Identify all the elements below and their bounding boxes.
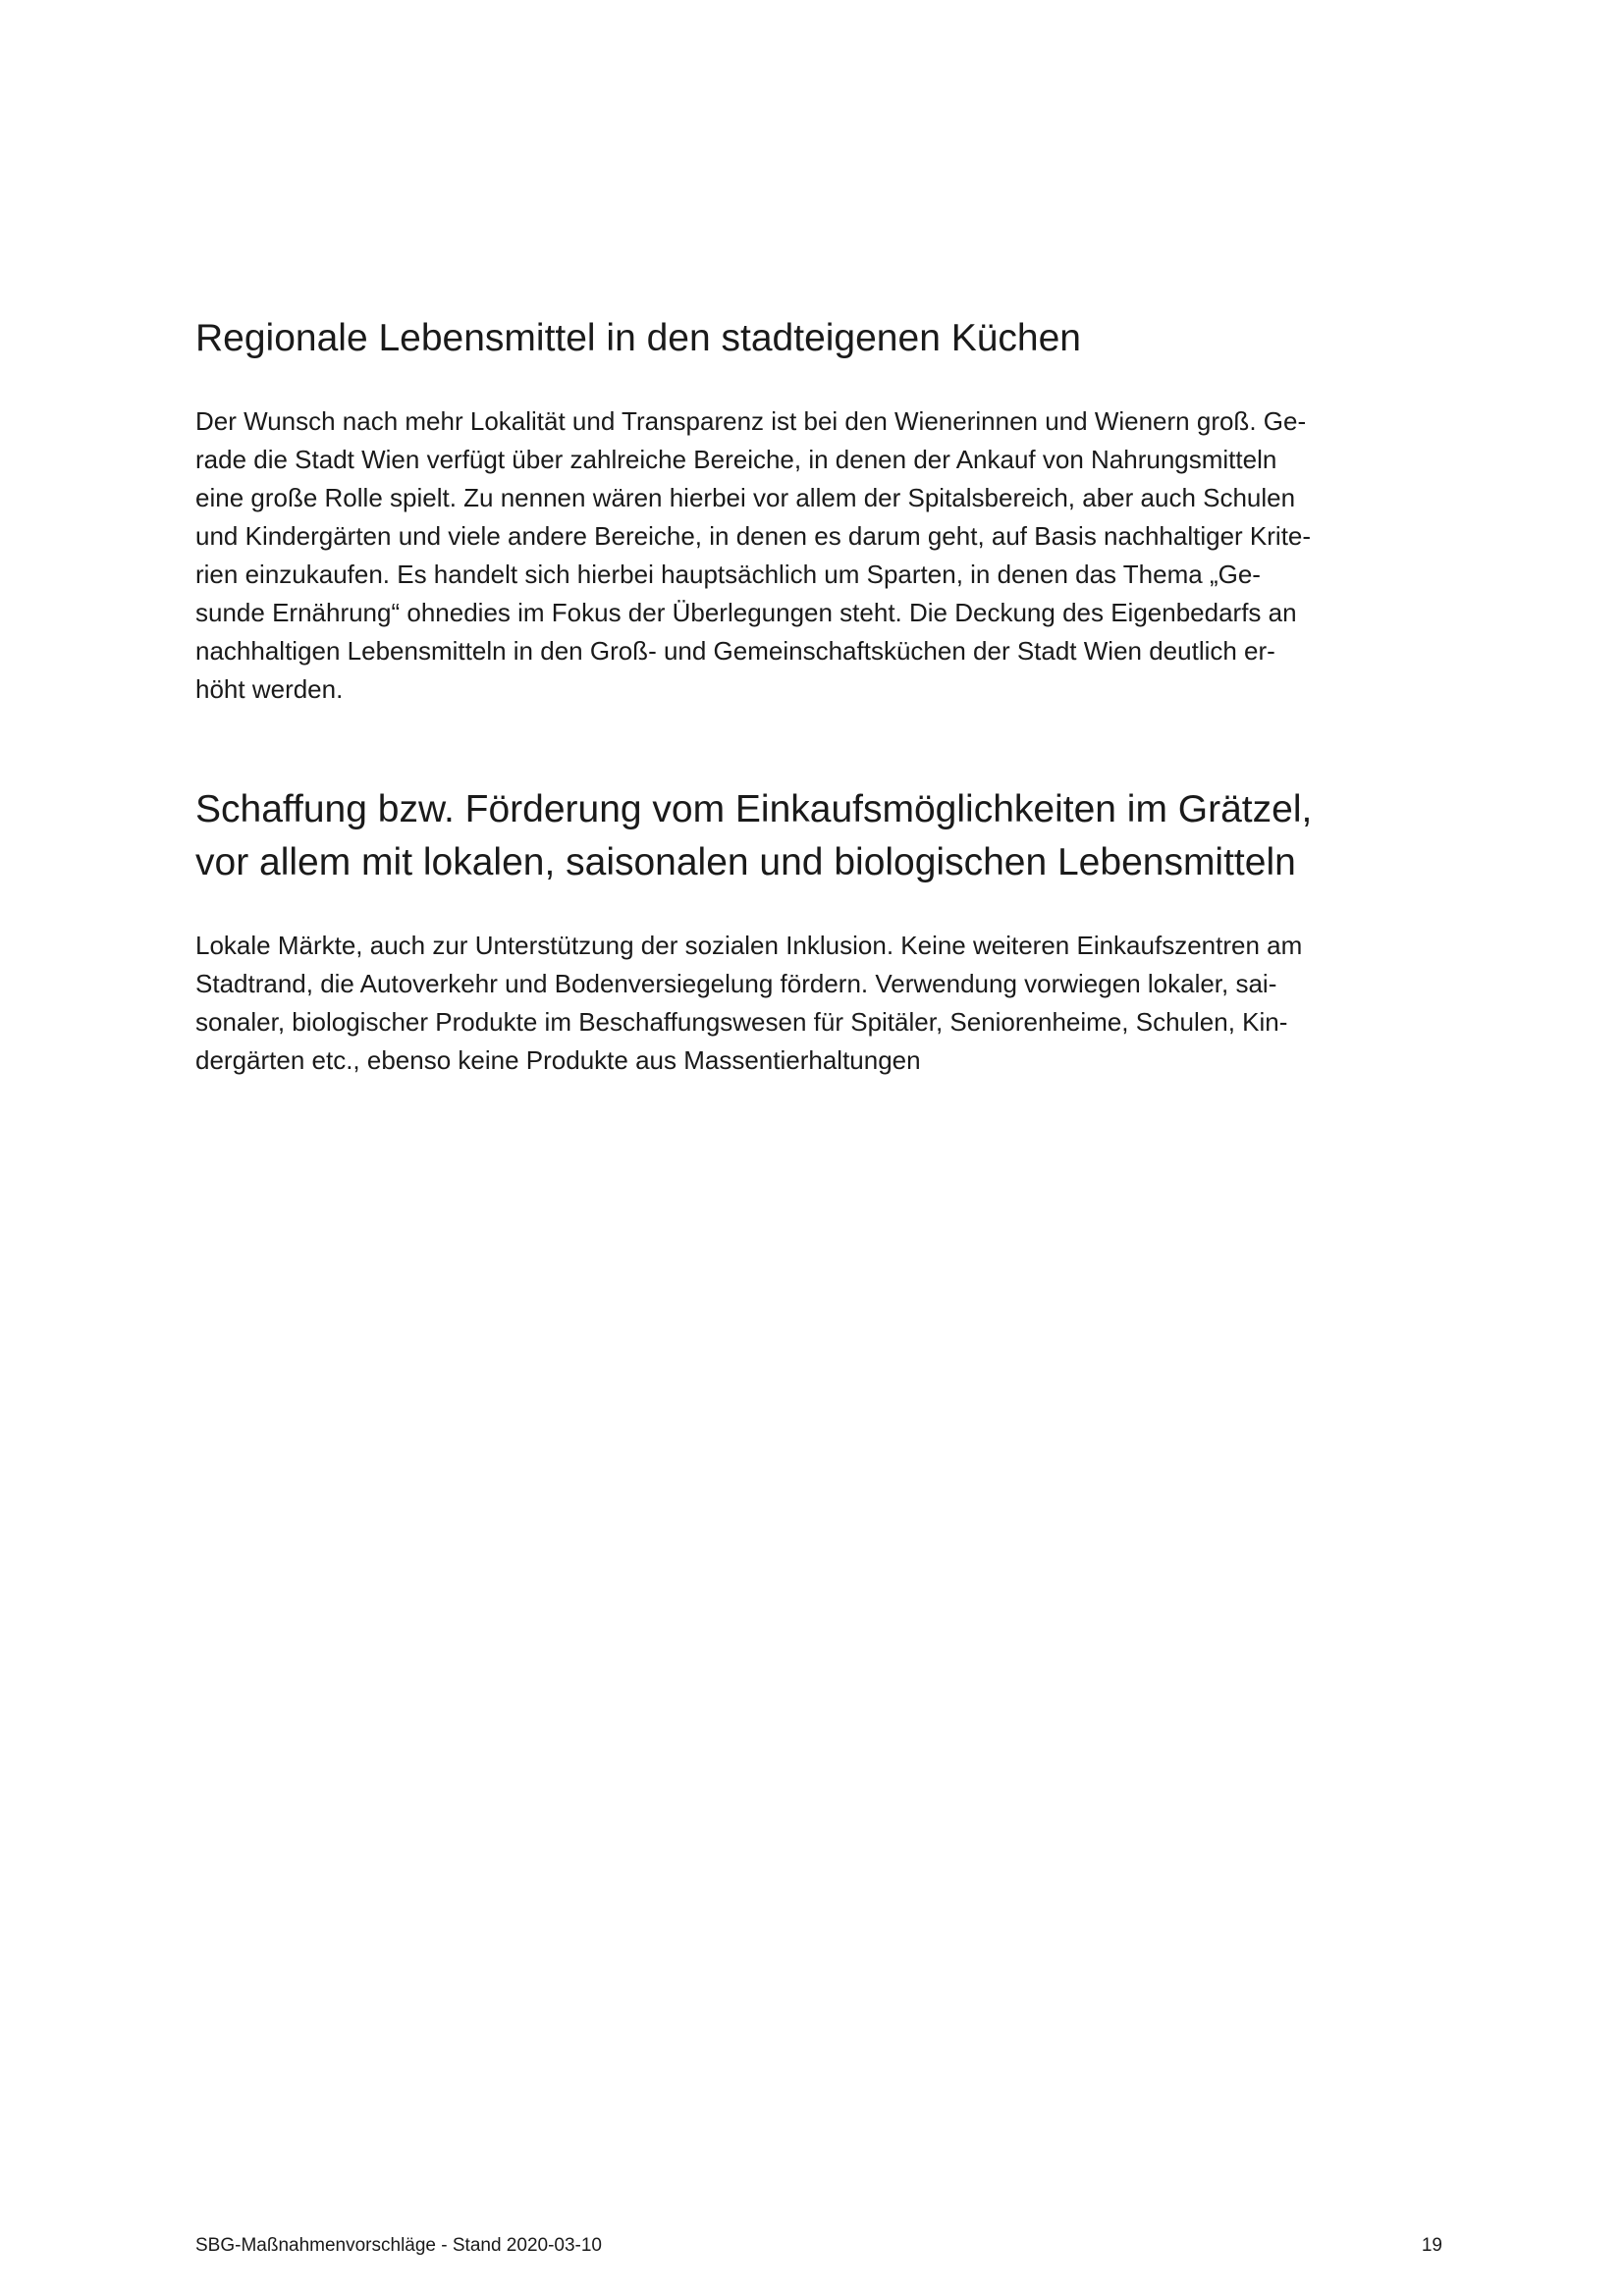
section-title-line: vor allem mit lokalen, saisonalen und biologischen Lebensmitteln	[195, 841, 1296, 883]
section-title-line: Regionale Lebensmittel in den stadteigenen Küchen	[195, 317, 1081, 359]
paragraph-line: Stadtrand, die Autoverkehr und Bodenversiegelung fördern. Verwendung vorwiegen lokaler, sai-	[195, 969, 1277, 998]
section-title	[195, 783, 1442, 889]
section-title	[195, 312, 1442, 365]
page-content	[195, 312, 1442, 1080]
section-title-line: Schaffung bzw. Förderung vom Einkaufsmöglichkeiten im Grätzel,	[195, 788, 1313, 830]
paragraph-line: sunde Ernährung“ ohnedies im Fokus der Überlegungen steht. Die Deckung des Eigenbedarfs an	[195, 598, 1297, 627]
paragraph-line: rade die Stadt Wien verfügt über zahlreiche Bereiche, in denen der Ankauf von Nahrungsmitteln	[195, 445, 1277, 474]
section-paragraph	[195, 927, 1442, 1080]
paragraph-line: nachhaltigen Lebensmitteln in den Groß- und Gemeinschaftsküchen der Stadt Wien deutlich er-	[195, 636, 1275, 666]
paragraph-line: Der Wunsch nach mehr Lokalität und Transparenz ist bei den Wienerinnen und Wienern groß. Ge-	[195, 406, 1307, 436]
paragraph-line: dergärten etc., ebenso keine Produkte aus Massentierhaltungen	[195, 1045, 921, 1075]
paragraph-line: höht werden.	[195, 674, 344, 704]
paragraph-line: und Kindergärten und viele andere Bereiche, in denen es darum geht, auf Basis nachhaltiger Krite-	[195, 521, 1312, 551]
paragraph-line: eine große Rolle spielt. Zu nennen wären hierbei vor allem der Spitalsbereich, aber auch Schulen	[195, 483, 1296, 512]
paragraph-line: rien einzukaufen. Es handelt sich hierbei hauptsächlich um Sparten, in denen das Thema „Ge-	[195, 560, 1261, 589]
paragraph-line: Lokale Märkte, auch zur Unterstützung der sozialen Inklusion. Keine weiteren Einkaufszentren am	[195, 931, 1303, 960]
page-number: 19	[1421, 2235, 1442, 2256]
section-paragraph	[195, 402, 1442, 709]
footer-document-label: SBG-Maßnahmenvorschläge - Stand 2020-03-10	[195, 2235, 603, 2256]
paragraph-line: sonaler, biologischer Produkte im Beschaffungswesen für Spitäler, Seniorenheime, Schulen, Kin-	[195, 1007, 1288, 1037]
